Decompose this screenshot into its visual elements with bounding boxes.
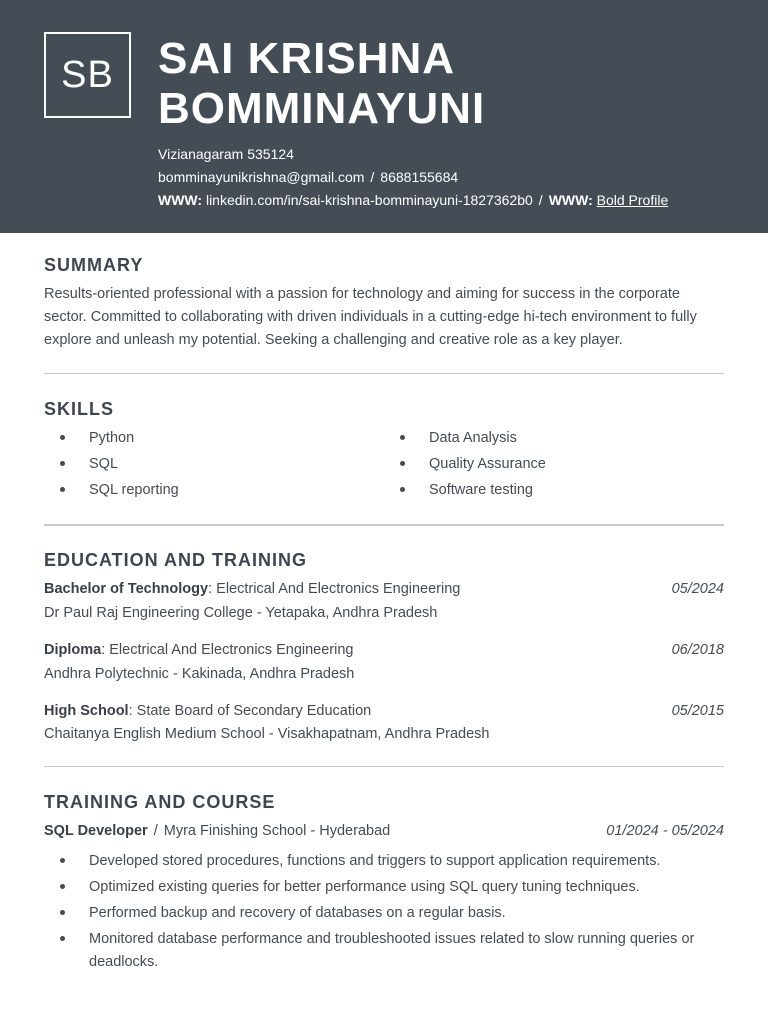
training-bullet: Performed backup and recovery of databases on a regular basis. <box>89 905 506 921</box>
candidate-name <box>158 34 738 134</box>
degree-field: : State Board of Secondary Education <box>128 703 372 719</box>
education-date: 05/2024 <box>671 581 724 597</box>
bullet-dot <box>400 435 405 440</box>
skill-item: SQL <box>89 456 119 472</box>
name-line-2: BOMMINAYUNI <box>158 84 486 133</box>
bullet-dot <box>400 461 405 466</box>
education-degree-line <box>44 580 724 598</box>
section-divider <box>44 524 724 526</box>
skill-item: Data Analysis <box>429 430 517 446</box>
phone: 8688155684 <box>380 169 459 185</box>
training-role: SQL Developer <box>44 823 148 839</box>
bullet-dot <box>400 487 405 492</box>
bullet-dot <box>60 487 65 492</box>
training-bullet: Monitored database performance and troubleshooted issues related to slow running queries or <box>89 931 695 947</box>
www-label-2: WWW: <box>548 192 593 208</box>
skill-item: SQL reporting <box>89 482 179 498</box>
degree-field: : Electrical And Electronics Engineering <box>101 642 354 658</box>
bullet-dot <box>60 858 65 863</box>
bullet-dot <box>60 910 65 915</box>
training-bullet: Developed stored procedures, functions and triggers to support application requirements. <box>89 853 661 869</box>
bullet-dot <box>60 884 65 889</box>
training-bullet: Optimized existing queries for better performance using SQL query tuning techniques. <box>89 879 640 895</box>
www-label: WWW: <box>158 192 203 208</box>
bullet-dot <box>60 936 65 941</box>
linkedin-link[interactable]: linkedin.com/in/sai-krishna-bomminayuni-1827362b0 <box>205 192 533 208</box>
education-school: Chaitanya English Medium School - Visakhapatnam, Andhra Pradesh <box>44 726 490 742</box>
skill-item: Quality Assurance <box>429 456 546 472</box>
training-bullet-continuation: deadlocks. <box>89 954 159 970</box>
summary-line: explore and unleash my potential. Seeking a challenging and creative role as a key player. <box>44 332 623 348</box>
degree-name: Bachelor of Technology <box>44 581 209 597</box>
section-divider <box>44 373 724 374</box>
web-links-line: WWW: linkedin.com/in/sai-krishna-bomminayuni-1827362b0 / WWW: Bold Profile <box>158 192 669 208</box>
address: Vizianagaram 535124 <box>158 146 294 162</box>
summary-text <box>44 283 734 352</box>
email-link[interactable]: bomminayunikrishna@gmail.com <box>158 169 365 185</box>
training-date: 01/2024 - 05/2024 <box>606 823 724 839</box>
summary-line: sector. Committed to collaborating with driven individuals in a cutting-edge hi-tech environment to fully <box>44 309 697 325</box>
training-org: Myra Finishing School - Hyderabad <box>163 823 391 839</box>
summary-line: Results-oriented professional with a passion for technology and aiming for success in the corporate <box>44 286 680 302</box>
bullet-dot <box>60 461 65 466</box>
education-degree-line <box>44 702 724 720</box>
name-line-1: SAI KRISHNA <box>158 34 456 83</box>
education-degree-line <box>44 641 724 659</box>
skill-item: Python <box>89 430 135 446</box>
education-school: Dr Paul Raj Engineering College - Yetapaka, Andhra Pradesh <box>44 605 438 621</box>
skill-item: Software testing <box>429 482 533 498</box>
education-heading: EDUCATION AND TRAINING <box>44 550 307 570</box>
education-date: 06/2018 <box>671 642 724 658</box>
initials-monogram: SB <box>44 32 131 118</box>
degree-name: Diploma <box>44 642 102 658</box>
degree-name: High School <box>44 703 129 719</box>
bullet-dot <box>60 435 65 440</box>
resume-header <box>0 0 768 233</box>
education-school: Andhra Polytechnic - Kakinada, Andhra Pradesh <box>44 666 355 682</box>
education-date: 05/2015 <box>671 703 724 719</box>
contact-line: bomminayunikrishna@gmail.com / 8688155684 <box>158 169 459 185</box>
skills-heading: SKILLS <box>44 399 115 419</box>
training-heading: TRAINING AND COURSE <box>44 792 276 812</box>
section-divider <box>44 766 724 767</box>
separator: / <box>153 823 158 839</box>
bold-profile-link[interactable]: Bold Profile <box>596 192 669 208</box>
summary-heading: SUMMARY <box>44 255 144 275</box>
degree-field: : Electrical And Electronics Engineering <box>208 581 461 597</box>
